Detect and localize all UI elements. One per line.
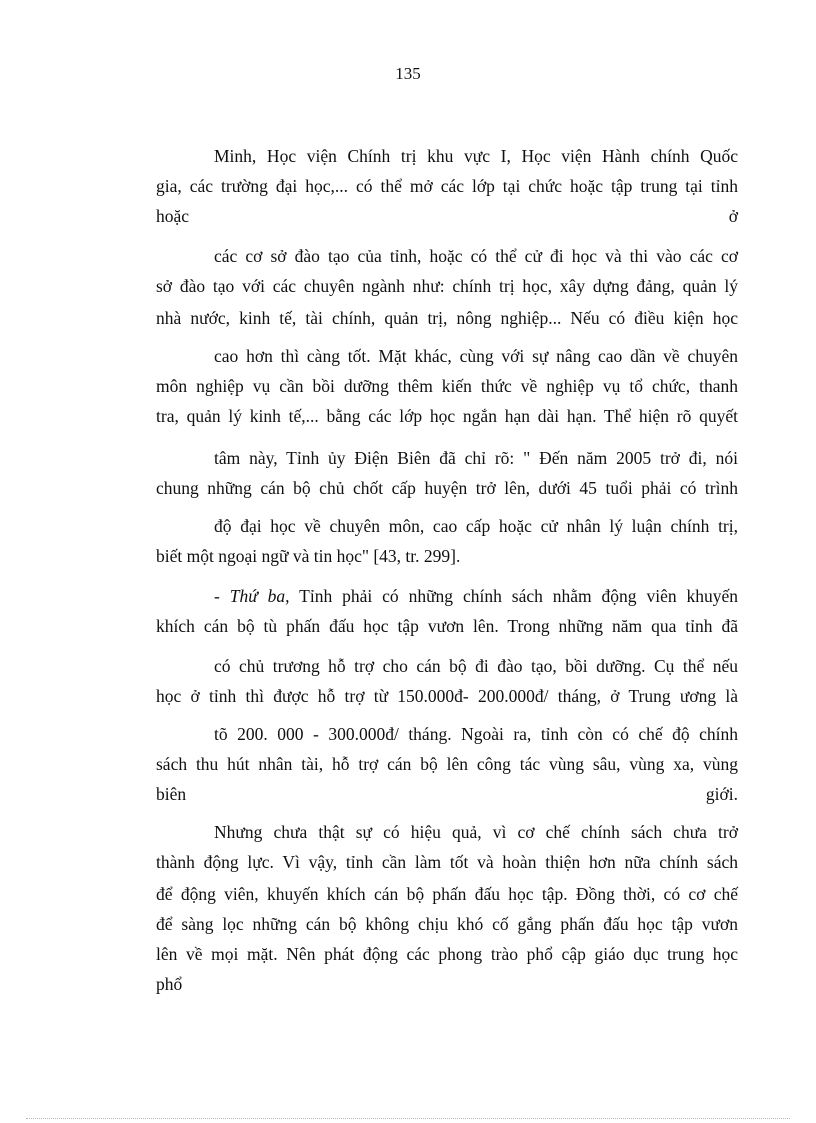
text-line: Minh, Học viện Chính trị khu vực I, Học viện Hành chính Quốc [214,146,738,166]
text-line: tõ 200. 000 - 300.000đ/ tháng. Ngoài ra, tỉnh còn có chế độ chính [214,724,738,744]
text-line: sách thu hút nhân tài, hỗ trợ cán bộ lên công tác vùng sâu, vùng xa, vùng [156,754,738,774]
text-line: tâm này, Tỉnh ủy Điện Biên đã chỉ rõ: " Đến năm 2005 trở đi, nói [214,448,738,468]
text-line: nhà nước, kinh tế, tài chính, quản trị, nông nghiệp... Nếu có điều kiện học [156,308,738,328]
text-line: Nhưng chưa thật sự có hiệu quả, vì cơ chế chính sách chưa trở [214,822,738,842]
text-line-split [156,782,738,806]
text-line: chung những cán bộ chủ chốt cấp huyện trở lên, dưới 45 tuổi phải có trình [156,478,738,498]
text-word: giới. [705,784,738,804]
text-line: biết một ngoại ngữ và tin học" [43, tr. 299]. [156,546,461,566]
text-word: ở [728,206,738,226]
text-line: để động viên, khuyến khích cán bộ phấn đấu học tập. Đồng thời, có cơ chế [156,884,738,904]
page-bottom-rule [26,1118,790,1119]
text-line: các cơ sở đào tạo của tỉnh, hoặc có thể cử đi học và thi vào các cơ [214,246,738,266]
italic-phrase: Thứ ba, [229,586,290,606]
text-line: có chủ trương hỗ trợ cho cán bộ đi đào tạo, bồi dưỡng. Cụ thể nếu [214,656,738,676]
text-line: lên về mọi mặt. Nên phát động các phong trào phổ cập giáo dục trung học [156,944,738,964]
text-run: Tỉnh phải có những chính sách nhằm động viên khuyến [289,586,739,606]
dash: - [214,586,230,606]
page-number: 135 [395,64,421,83]
text-word: biên [156,784,187,804]
text-line: sở đào tạo với các chuyên ngành như: chính trị học, xây dựng đảng, quản lý [156,276,738,296]
text-line: học ở tỉnh thì được hỗ trợ từ 150.000đ- 200.000đ/ tháng, ở Trung ương là [156,686,738,706]
text-line-split [156,204,738,228]
text-line: môn nghiệp vụ cần bồi dưỡng thêm kiến thức về nghiệp vụ tổ chức, thanh [156,376,738,396]
text-line [214,584,738,608]
text-line: cao hơn thì càng tốt. Mặt khác, cùng với sự nâng cao dần về chuyên [214,346,738,366]
text-line: gia, các trường đại học,... có thể mở các lớp tại chức hoặc tập trung tại tỉnh [156,176,738,196]
text-line: phổ [156,974,183,994]
text-line: thành động lực. Vì vậy, tỉnh cần làm tốt và hoàn thiện hơn nữa chính sách [156,852,738,872]
text-word: hoặc [156,206,190,226]
text-line: để sàng lọc những cán bộ không chịu khó cố gắng phấn đấu học tập vươn [156,914,738,934]
text-line: độ đại học về chuyên môn, cao cấp hoặc cử nhân lý luận chính trị, [214,516,738,536]
text-line: tra, quản lý kinh tế,... bằng các lớp học ngắn hạn dài hạn. Thể hiện rõ quyết [156,406,738,426]
text-line: khích cán bộ tù phấn đấu học tập vươn lên. Trong những năm qua tỉnh đã [156,616,738,636]
